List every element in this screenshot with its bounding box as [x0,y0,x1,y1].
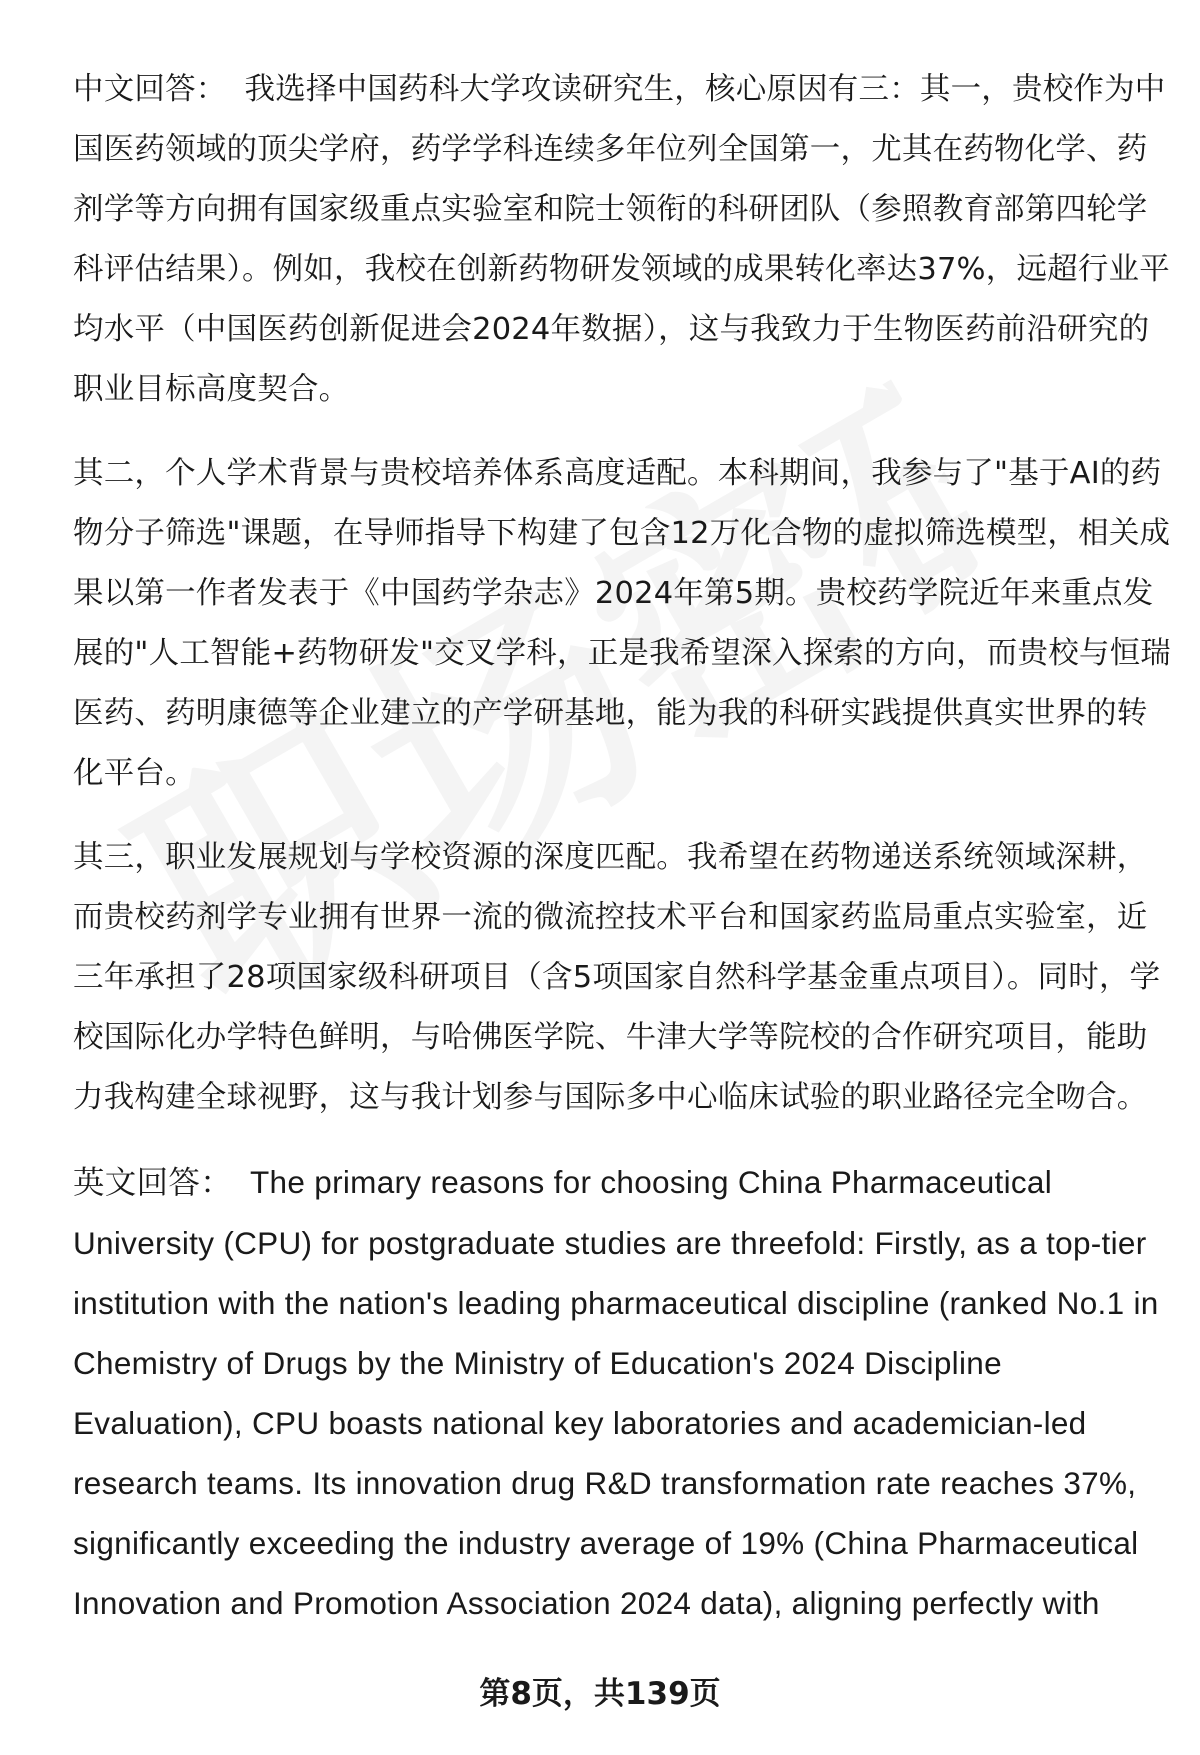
document-body [73,60,1173,1633]
page-number: 第8页，共139页 [479,1676,721,1712]
paragraph-gap [73,804,1173,828]
en-answer-text: The primary reasons for choosing China Pharmaceutical University (CPU) for postgraduate studies are threefold: Firstly, as a top-tier institution with the nation's leading pharmaceutical discipline (ranked No.1 in Chemistry of Drugs by the Ministry of Education's 2024 Discipline Evaluation), CPU boasts national key laboratories and academician-led research teams. Its innovation drug R&D transformation rate reaches 37%, significantly exceeding the industry average of 19% (China Pharmaceutical Innovation and Promotion Association 2024 data), aligning perfectly with [73,1164,1159,1621]
zh-answer-paragraph [73,60,1173,420]
paragraph-gap [73,1128,1173,1152]
zh-answer-text: 我选择中国药科大学攻读研究生，核心原因有三：其一，贵校作为中国医药领域的顶尖学府，药学学科连续多年位列全国第一，尤其在药物化学、药剂学等方向拥有国家级重点实验室和院士领衔的科研团队（参照教育部第四轮学科评估结果）。例如，我校在创新药物研发领域的成果转化率达37%，远超行业平均水平（中国医药创新促进会2024年数据），这与我致力于生物医药前沿研究的职业目标高度契合。 [73,72,1170,407]
zh-third-paragraph: 其三，职业发展规划与学校资源的深度匹配。我希望在药物递送系统领域深耕，而贵校药剂学专业拥有世界一流的微流控技术平台和国家药监局重点实验室，近三年承担了28项国家级科研项目（含5项国家自然科学基金重点项目）。同时，学校国际化办学特色鲜明，与哈佛医学院、牛津大学等院校的合作研究项目，能助力我构建全球视野，这与我计划参与国际多中心临床试验的职业路径完全吻合。 [73,840,1161,1115]
en-answer-paragraph [73,1152,1173,1633]
paragraph-gap [73,420,1173,444]
en-answer-label: 英文回答： [73,1165,233,1201]
zh-answer-label: 中文回答： [73,72,227,107]
zh-second-paragraph: 其二，个人学术背景与贵校培养体系高度适配。本科期间，我参与了"基于AI的药物分子筛选"课题，在导师指导下构建了包含12万化合物的虚拟筛选模型，相关成果以第一作者发表于《中国药学杂志》2024年第5期。贵校药学院近年来重点发展的"人工智能+药物研发"交叉学科，正是我希望深入探索的方向，而贵校与恒瑞医药、药明康德等企业建立的产学研基地，能为我的科研实践提供真实世界的转化平台。 [73,456,1172,791]
